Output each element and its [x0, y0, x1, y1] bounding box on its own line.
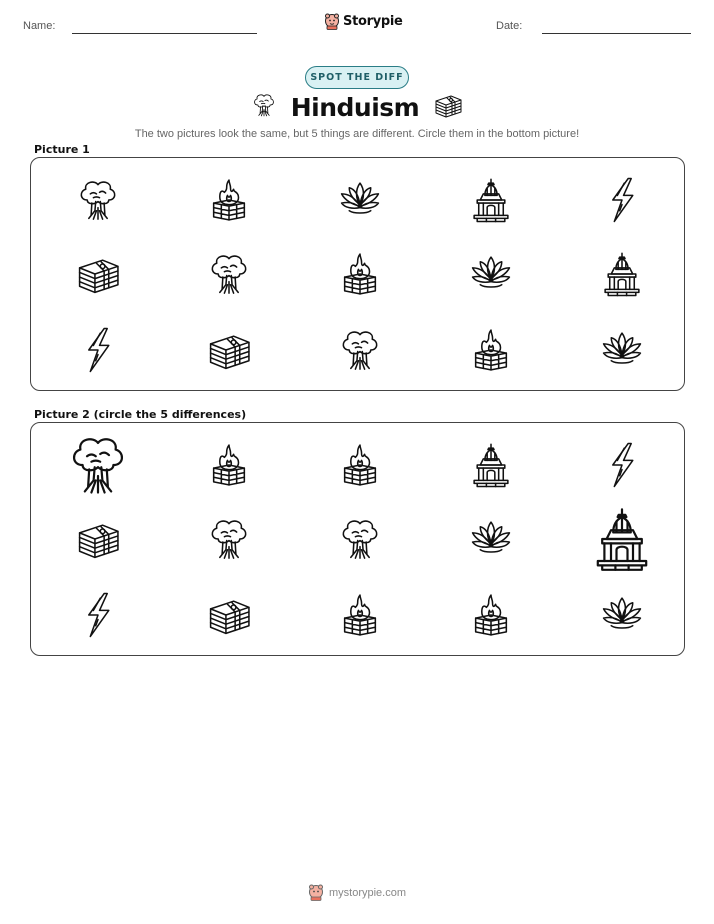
picture1-lotus-icon [425, 236, 556, 312]
picture1-temple-icon [556, 236, 687, 312]
footer-url[interactable]: mystorypie.com [328, 886, 407, 899]
picture1-label: Picture 1 [34, 143, 90, 156]
picture2-panel[interactable] [30, 422, 685, 656]
picture2-lotus-icon[interactable] [425, 501, 556, 577]
picture2-grid [31, 423, 684, 655]
name-field[interactable] [72, 33, 257, 34]
page-title: Hinduism [290, 92, 420, 122]
brand-logo [324, 13, 403, 30]
picture2-fire-altar-icon[interactable] [163, 427, 294, 503]
picture2-banyan-tree-icon[interactable] [32, 427, 163, 503]
picture2-money-stack-icon[interactable] [163, 577, 294, 653]
picture2-fire-altar-icon[interactable] [425, 577, 556, 653]
activity-badge: SPOT THE DIFF [305, 66, 409, 89]
picture1-lightning-bolt-icon [32, 312, 163, 388]
picture1-money-stack-icon [32, 236, 163, 312]
title-tree-icon [251, 92, 277, 122]
footer [0, 884, 714, 901]
picture2-label: Picture 2 (circle the 5 differences) [34, 408, 247, 421]
name-label: Name: [23, 20, 56, 32]
title-row [0, 90, 714, 124]
picture2-temple-icon[interactable] [556, 501, 687, 577]
storypie-mascot-icon [324, 13, 340, 30]
picture2-fire-altar-icon[interactable] [294, 577, 425, 653]
picture1-fire-altar-icon [425, 312, 556, 388]
picture1-banyan-tree-icon [294, 312, 425, 388]
picture2-fire-altar-icon[interactable] [294, 427, 425, 503]
picture2-lightning-bolt-icon[interactable] [556, 427, 687, 503]
date-field[interactable] [542, 33, 691, 34]
picture2-temple-icon[interactable] [425, 427, 556, 503]
date-label: Date: [496, 20, 523, 32]
picture1-money-stack-icon [163, 312, 294, 388]
picture1-fire-altar-icon [294, 236, 425, 312]
picture2-money-stack-icon[interactable] [32, 501, 163, 577]
picture1-grid [31, 158, 684, 390]
picture1-lightning-bolt-icon [556, 162, 687, 238]
brand-name: Storypie [343, 14, 403, 29]
picture1-fire-altar-icon [163, 162, 294, 238]
picture1-temple-icon [425, 162, 556, 238]
picture2-banyan-tree-icon[interactable] [163, 501, 294, 577]
picture1-lotus-icon [556, 312, 687, 388]
picture2-banyan-tree-icon[interactable] [294, 501, 425, 577]
title-money-icon [433, 90, 463, 124]
picture1-banyan-tree-icon [32, 162, 163, 238]
footer-mascot-icon [308, 884, 324, 901]
instructions: The two pictures look the same, but 5 things are different. Circle them in the bottom picture! [134, 128, 580, 140]
picture2-lightning-bolt-icon[interactable] [32, 577, 163, 653]
picture1-panel [30, 157, 685, 391]
picture1-lotus-icon [294, 162, 425, 238]
picture2-lotus-icon[interactable] [556, 577, 687, 653]
picture1-banyan-tree-icon [163, 236, 294, 312]
